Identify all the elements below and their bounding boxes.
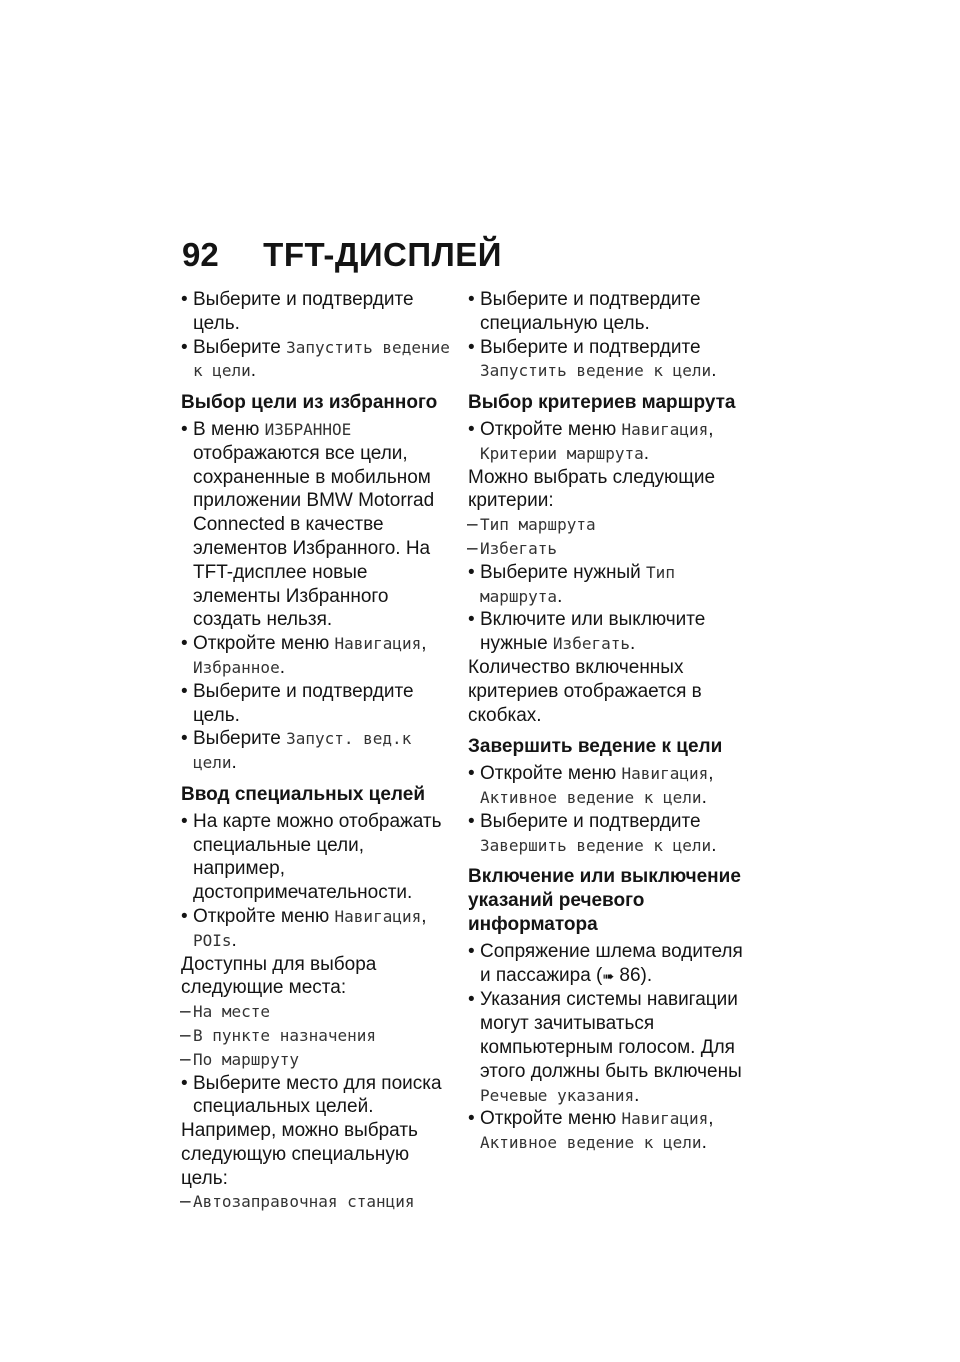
bullet-item [181, 418, 453, 632]
menu-term: Навигация [334, 906, 422, 926]
text-run: Откройте меню [193, 905, 335, 927]
menu-term: Активное ведение к цели [480, 1133, 702, 1153]
menu-term: Избегать [480, 538, 558, 558]
menu-term: Тип маршрута [480, 515, 596, 535]
text-run: Выберите и подтвердите специальную цель. [480, 289, 701, 334]
section-heading [468, 391, 744, 415]
text-run: Доступны для выбора следующие места: [181, 953, 377, 999]
bullet-item [468, 336, 744, 384]
text-run: Можно выбрать следующие критерии: [468, 466, 716, 512]
paragraph [468, 466, 744, 514]
menu-term: Завершить ведение к цели [480, 835, 712, 855]
menu-term: В пункте назначения [193, 1025, 377, 1045]
bullet-item [181, 905, 453, 953]
menu-term: По маршруту [193, 1049, 299, 1069]
dash-item [181, 1000, 453, 1024]
text-run: Включите или выключите нужные [480, 609, 706, 655]
bullet-item [181, 288, 453, 336]
text-run: . [279, 656, 285, 678]
text-run: 86). [614, 964, 653, 986]
bullet-item [468, 288, 744, 336]
text-run: . [711, 834, 717, 856]
page-title: TFT-ДИСПЛЕЙ [263, 236, 502, 273]
text-run: Выберите [193, 728, 287, 750]
menu-term: Навигация [621, 419, 709, 439]
bullet-item [468, 940, 744, 989]
text-run: Откройте меню [193, 633, 335, 655]
bullet-item [468, 1107, 744, 1155]
menu-term: Активное ведение к цели [480, 787, 702, 807]
text-run: . [643, 442, 650, 464]
menu-term: Избегать [552, 634, 630, 654]
menu-term: Навигация [621, 764, 709, 784]
menu-term: Избранное [193, 657, 280, 677]
section-heading [468, 865, 744, 936]
page-number: 92 [182, 236, 219, 273]
text-run: Ввод специальных целей [181, 783, 425, 805]
text-run: . [557, 585, 563, 607]
bullet-item [468, 762, 744, 810]
menu-term: Тип маршрута [480, 562, 675, 606]
text-run: Откройте меню [480, 418, 622, 440]
dash-item [181, 1190, 453, 1214]
text-run: Выберите нужный [480, 561, 647, 583]
section-heading [468, 735, 744, 759]
text-run: , [421, 633, 427, 655]
menu-term: Критерии маршрута [480, 443, 644, 463]
paragraph [181, 953, 453, 1001]
text-run: Включение или выключение указаний речевого информатора [468, 866, 741, 935]
bullet-item [468, 418, 744, 466]
bullet-item [468, 608, 744, 656]
text-run: . [634, 1084, 640, 1106]
menu-term: Запуст. вед.к цели [193, 729, 412, 773]
text-run: Откройте меню [480, 763, 622, 785]
text-run: , [708, 418, 714, 440]
text-run: . [701, 786, 707, 808]
dash-item [468, 537, 744, 561]
menu-term: Речевые указания [480, 1085, 635, 1105]
text-run: , [708, 763, 714, 785]
text-run: Выбор критериев маршрута [468, 392, 736, 414]
bullet-item [181, 810, 453, 905]
bullet-item [181, 727, 453, 775]
menu-term: Запустить ведение к цели [193, 337, 450, 381]
right-column [468, 288, 744, 1155]
menu-term: Навигация [334, 634, 422, 654]
bullet-item [181, 680, 453, 728]
text-run: Указания системы навигации могут зачитываться компьютерным голосом. Для этого должны быть включены [480, 989, 742, 1082]
text-run: Выбор цели из избранного [181, 392, 438, 414]
bullet-item [181, 632, 453, 680]
bullet-item [181, 336, 453, 384]
bullet-item [468, 810, 744, 858]
menu-term: ИЗБРАННОЕ [264, 419, 352, 439]
bullet-item [468, 561, 744, 609]
text-run: Количество включенных критериев отображается в скобках. [468, 656, 702, 726]
paragraph [181, 1119, 453, 1190]
page-header [182, 236, 502, 274]
left-column [181, 288, 453, 1214]
text-run: Выберите и подтвердите цель. [193, 680, 414, 726]
menu-term: Автозаправочная станция [193, 1192, 415, 1212]
text-run: . [711, 360, 717, 382]
text-run: Сопряжение шлема водителя и пассажира ( [480, 940, 743, 986]
text-run: . [701, 1132, 707, 1154]
dash-item [181, 1048, 453, 1072]
section-heading [181, 783, 453, 807]
menu-term: Запустить ведение к цели [480, 361, 712, 381]
text-run: Выберите [193, 336, 287, 358]
text-run: Выберите место для поиска специальных целей. [193, 1072, 442, 1118]
text-run: В меню [193, 418, 265, 440]
paragraph [468, 656, 744, 727]
text-run: , [421, 905, 427, 927]
section-heading [181, 391, 453, 415]
bullet-item [468, 988, 744, 1107]
text-run: . [231, 752, 237, 774]
text-run: . [231, 929, 237, 951]
text-run: . [629, 633, 636, 655]
text-run: Откройте меню [480, 1108, 622, 1130]
bullet-item [181, 1072, 453, 1120]
text-run: . [250, 360, 257, 382]
text-run: На карте можно отображать специальные цели, например, достопримечательности. [193, 810, 442, 904]
text-run: Выберите и подтвердите [480, 336, 701, 358]
text-run: отображаются все цели, сохраненные в мобильном приложении BMW Motorrad Connected в качестве элементов Избранного. На TFT-дисплее новые элементы Избранного создать нельзя. [193, 442, 435, 631]
text-run: , [708, 1108, 714, 1130]
text-run: Завершить ведение к цели [468, 736, 723, 758]
dash-item [468, 513, 744, 537]
dash-item [181, 1024, 453, 1048]
text-run: Выберите и подтвердите [480, 810, 701, 832]
menu-term: POIs [193, 930, 232, 950]
page-reference-arrow-icon: ➠ [602, 967, 615, 984]
text-run: Выберите и подтвердите цель. [193, 289, 414, 334]
menu-term: Навигация [621, 1109, 709, 1129]
text-run: Например, можно выбрать следующую специальную цель: [181, 1120, 418, 1189]
menu-term: На месте [193, 1002, 271, 1022]
